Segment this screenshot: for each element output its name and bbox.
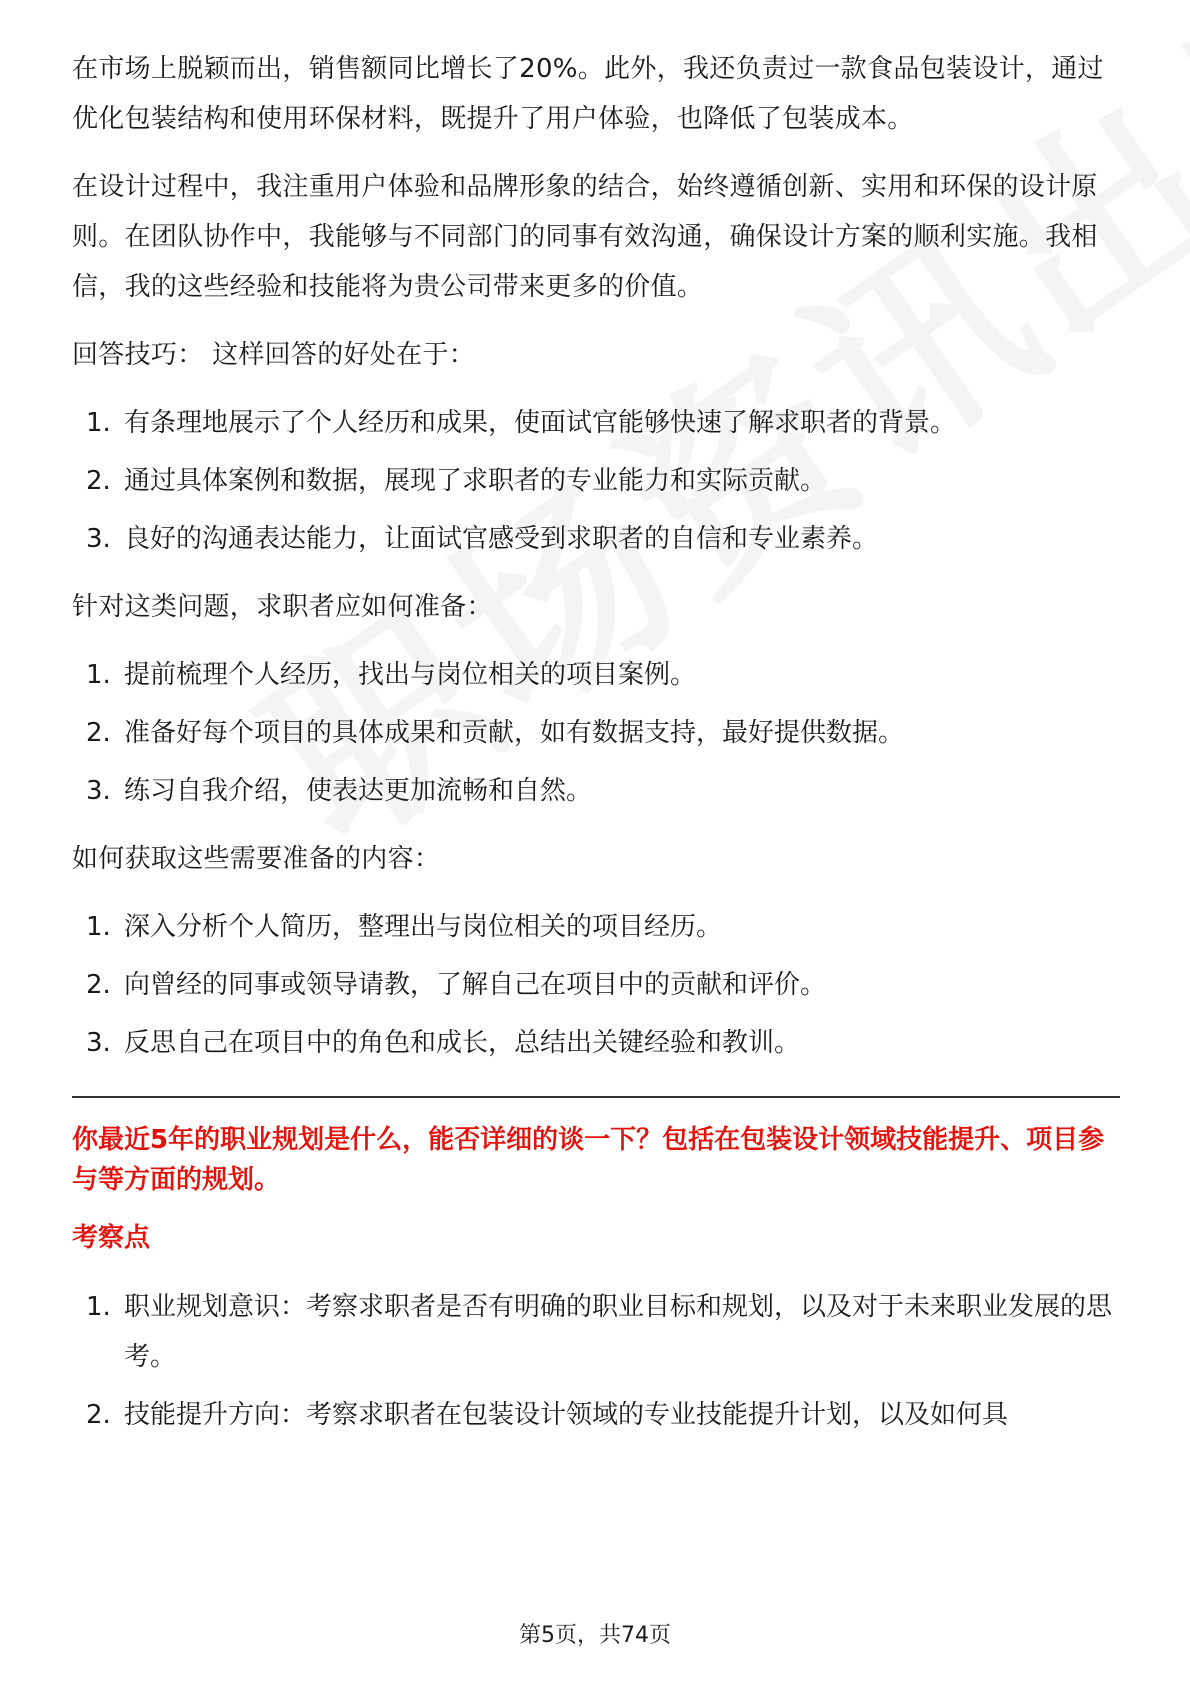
list-number: 3. bbox=[86, 776, 111, 806]
tips-intro: 回答技巧： 这样回答的好处在于： bbox=[72, 340, 476, 370]
tips-list bbox=[72, 398, 1120, 564]
list-number: 2. bbox=[86, 970, 111, 1000]
list-item-text: 练习自我介绍，使表达更加流畅和自然。 bbox=[124, 776, 593, 806]
list-item-text: 职业规划意识：考察求职者是否有明确的职业目标和规划，以及对于未来职业发展的思考。 bbox=[124, 1292, 1113, 1372]
exam-points-list bbox=[72, 1282, 1120, 1440]
list-number: 1. bbox=[86, 912, 111, 942]
interview-question: 你最近5年的职业规划是什么，能否详细的谈一下？包括在包装设计领域技能提升、项目参与等方面的规划。 bbox=[72, 1125, 1105, 1195]
prep-intro: 针对这类问题，求职者应如何准备： bbox=[72, 592, 493, 622]
list-item-text: 向曾经的同事或领导请教，了解自己在项目中的贡献和评价。 bbox=[124, 970, 827, 1000]
paragraph: 在市场上脱颖而出，销售额同比增长了20%。此外，我还负责过一款食品包装设计，通过优化包装结构和使用环保材料，既提升了用户体验，也降低了包装成本。 bbox=[72, 54, 1104, 134]
list-item-text: 提前梳理个人经历，找出与岗位相关的项目案例。 bbox=[124, 660, 697, 690]
list-item bbox=[72, 1390, 1120, 1440]
list-number: 1. bbox=[86, 1292, 111, 1322]
list-item bbox=[72, 650, 1120, 700]
list-item bbox=[72, 1282, 1120, 1382]
list-item-text: 深入分析个人简历，整理出与岗位相关的项目经历。 bbox=[124, 912, 723, 942]
list-item-text: 有条理地展示了个人经历和成果，使面试官能够快速了解求职者的背景。 bbox=[124, 408, 957, 438]
source-list bbox=[72, 902, 1120, 1068]
list-item bbox=[72, 708, 1120, 758]
list-item-text: 准备好每个项目的具体成果和贡献，如有数据支持，最好提供数据。 bbox=[124, 718, 905, 748]
page-footer: 第5页，共74页 bbox=[519, 1623, 671, 1648]
section-divider bbox=[72, 1096, 1120, 1098]
list-item bbox=[72, 766, 1120, 816]
list-item-text: 良好的沟通表达能力，让面试官感受到求职者的自信和专业素养。 bbox=[124, 524, 879, 554]
list-number: 2. bbox=[86, 718, 111, 748]
list-item bbox=[72, 398, 1120, 448]
list-item bbox=[72, 960, 1120, 1010]
list-number: 2. bbox=[86, 466, 111, 496]
list-number: 3. bbox=[86, 524, 111, 554]
section-subheading: 考察点 bbox=[72, 1223, 151, 1253]
list-number: 1. bbox=[86, 408, 111, 438]
source-intro: 如何获取这些需要准备的内容： bbox=[72, 844, 441, 874]
list-number: 1. bbox=[86, 660, 111, 690]
list-item bbox=[72, 902, 1120, 952]
list-item bbox=[72, 456, 1120, 506]
prep-list bbox=[72, 650, 1120, 816]
list-item-text: 通过具体案例和数据，展现了求职者的专业能力和实际贡献。 bbox=[124, 466, 827, 496]
list-number: 2. bbox=[86, 1400, 111, 1430]
paragraph: 在设计过程中，我注重用户体验和品牌形象的结合，始终遵循创新、实用和环保的设计原则。在团队协作中，我能够与不同部门的同事有效沟通，确保设计方案的顺利实施。我相信，我的这些经验和技能将为贵公司带来更多的价值。 bbox=[72, 172, 1098, 302]
list-number: 3. bbox=[86, 1028, 111, 1058]
list-item-text: 反思自己在项目中的角色和成长，总结出关键经验和教训。 bbox=[124, 1028, 801, 1058]
list-item bbox=[72, 514, 1120, 564]
document-content bbox=[72, 44, 1120, 1458]
list-item bbox=[72, 1018, 1120, 1068]
list-item-text: 技能提升方向：考察求职者在包装设计领域的专业技能提升计划，以及如何具 bbox=[124, 1400, 1009, 1430]
